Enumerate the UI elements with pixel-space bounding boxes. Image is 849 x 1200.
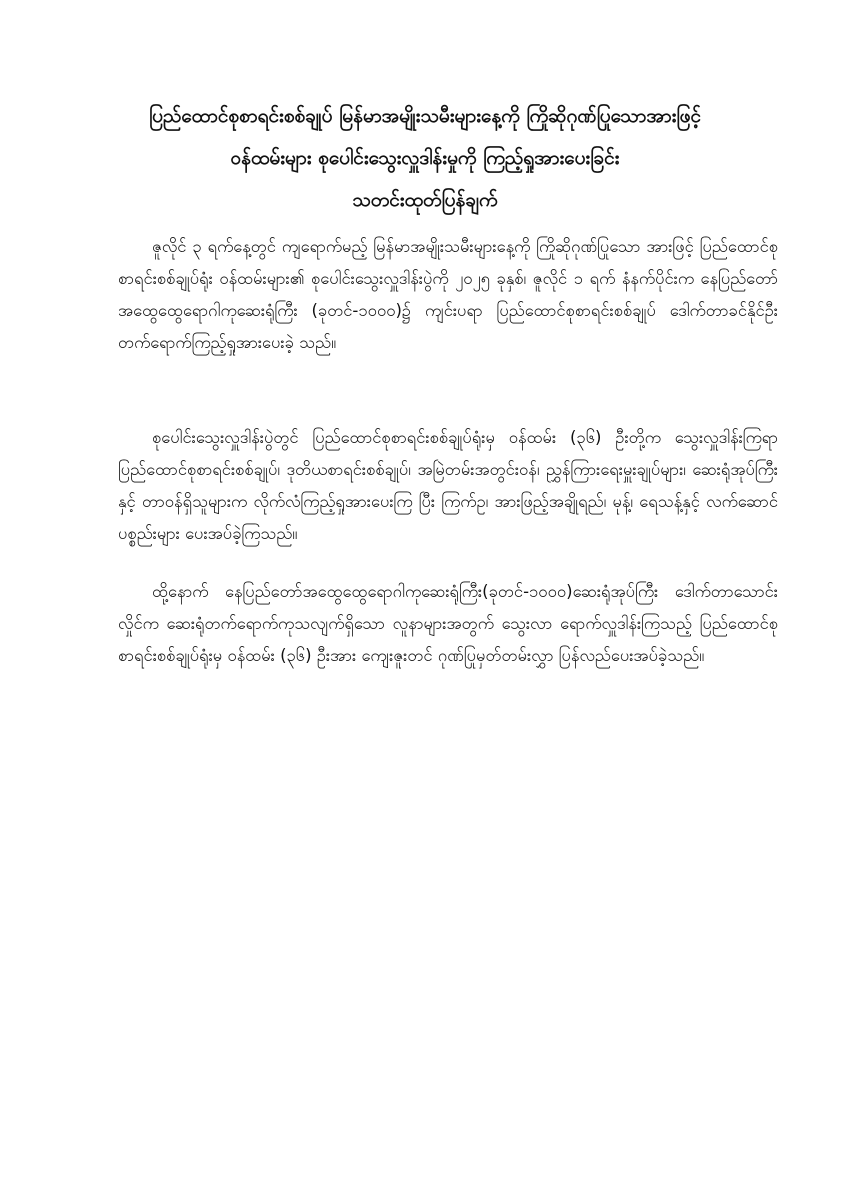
paragraph-3: ထို့နောက် နေပြည်တော်အထွေထွေရောဂါကုဆေးရုံကြီး(ခုတင်-၁၀၀၀)ဆေးရုံအုပ်ကြီး ဒေါက်တာသောင်းလှိုင်က ဆေးရုံတက်ရောက်ကုသလျက်ရှိသော လူနာများအတွက် သွေးလာ ရောက်လှူဒါန်းကြသည့် ပြည်ထောင်စုစာရင်းစစ်ချုပ်ရုံးမှ ဝန်ထမ်း (၃၆) ဦးအား ကျေးဇူးတင် ဂုဏ်ပြုမှတ်တမ်းလွှာ ပြန်လည်ပေးအပ်ခဲ့သည်။ [118, 582, 778, 665]
title-line-1: ပြည်ထောင်စုစာရင်းစစ်ချုပ် မြန်မာအမျိုးသမီးများနေ့ကို ကြိုဆိုဂုဏ်ပြုသောအားဖြင့် [148, 105, 702, 127]
title-line-2: ဝန်ထမ်းများ စုပေါင်းသွေးလှူဒါန်းမှုကို ကြည့်ရှုအားပေးခြင်း [230, 147, 620, 169]
paragraph-1: ဇူလိုင် ၃ ရက်နေ့တွင် ကျရောက်မည့် မြန်မာအမျိုးသမီးများနေ့ကို ကြိုဆိုဂုဏ်ပြုသော အားဖြင့် ပြည်ထောင်စုစာရင်းစစ်ချုပ်ရုံး ဝန်ထမ်းများ၏ စုပေါင်းသွေးလှူဒါန်းပွဲကို ၂၀၂၅ ခုနှစ်၊ ဇူလိုင် ၁ ရက် နံနက်ပိုင်းက နေပြည်တော်အထွေထွေရောဂါကုဆေးရုံကြီး (ခုတင်-၁၀၀၀)၌ ကျင်းပရာ ပြည်ထောင်စုစာရင်းစစ်ချုပ် ဒေါက်တာခင်နိုင်ဦး တက်ရောက်ကြည့်ရှုအားပေးခဲ့ သည်။ [118, 237, 778, 352]
paragraph-2: စုပေါင်းသွေးလှူဒါန်းပွဲတွင် ပြည်ထောင်စုစာရင်းစစ်ချုပ်ရုံးမှ ဝန်ထမ်း (၃၆) ဦးတို့က သွေးလှူဒါန်းကြရာ ပြည်ထောင်စုစာရင်းစစ်ချုပ်၊ ဒုတိယစာရင်းစစ်ချုပ်၊ အမြဲတမ်းအတွင်းဝန်၊ ညွှန်ကြားရေးမှူးချုပ်များ၊ ဆေးရုံအုပ်ကြီးနှင့် တာဝန်ရှိသူများက လိုက်လံကြည့်ရှုအားပေးကြ ပြီး ကြက်ဥ၊ အားဖြည့်အချိုရည်၊ မုန့်၊ ရေသန့်နှင့် လက်ဆောင်ပစ္စည်းများ ပေးအပ်ခဲ့ကြသည်။ [118, 428, 778, 543]
title-line-3: သတင်းထုတ်ပြန်ချက် [352, 189, 498, 211]
